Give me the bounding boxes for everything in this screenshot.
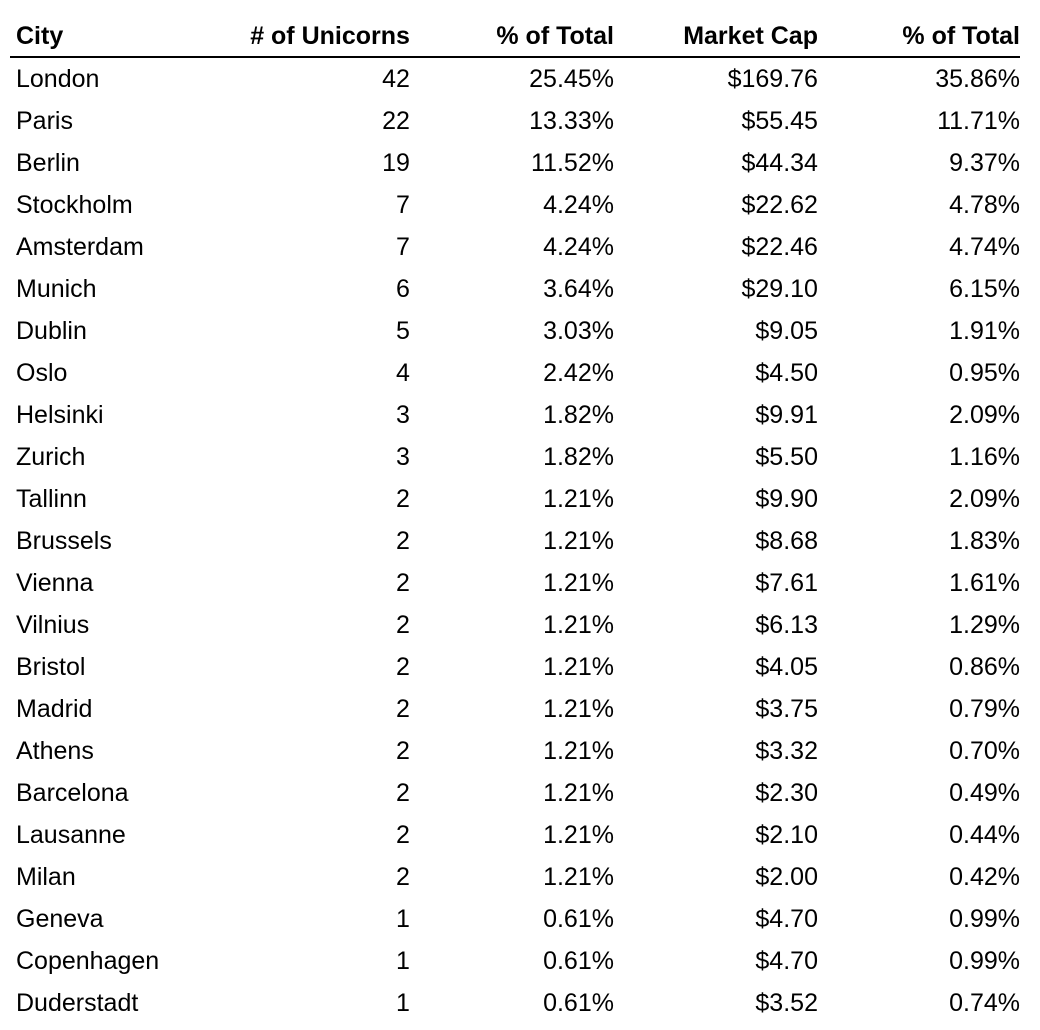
cell-city: Duderstadt bbox=[16, 988, 139, 1017]
cell-market-cap: $29.10 bbox=[741, 274, 818, 303]
unicorn-cities-table bbox=[10, 16, 1020, 1024]
cell-unicorn-share: 1.21% bbox=[543, 778, 614, 807]
cell-market-cap: $4.70 bbox=[755, 946, 818, 975]
cell-city: Paris bbox=[16, 106, 73, 135]
cell-unicorn-share: 0.61% bbox=[543, 946, 614, 975]
table-row bbox=[10, 898, 1020, 940]
table-row bbox=[10, 226, 1020, 268]
cell-city: Milan bbox=[16, 862, 76, 891]
cell-unicorn-share: 3.64% bbox=[543, 274, 614, 303]
cell-city: Vienna bbox=[16, 568, 94, 597]
cell-unicorn-count: 2 bbox=[396, 610, 410, 639]
cell-unicorn-count: 22 bbox=[382, 106, 410, 135]
cell-city: Bristol bbox=[16, 652, 86, 681]
cell-unicorn-count: 2 bbox=[396, 820, 410, 849]
cell-market-cap: $6.13 bbox=[755, 610, 818, 639]
cell-unicorn-count: 7 bbox=[396, 190, 410, 219]
cell-market-cap-share: 0.95% bbox=[949, 358, 1020, 387]
cell-unicorn-share: 1.82% bbox=[543, 400, 614, 429]
cell-unicorn-share: 4.24% bbox=[543, 232, 614, 261]
cell-unicorn-share: 1.21% bbox=[543, 736, 614, 765]
cell-unicorn-share: 1.21% bbox=[543, 862, 614, 891]
cell-market-cap: $8.68 bbox=[755, 526, 818, 555]
cell-unicorn-share: 1.82% bbox=[543, 442, 614, 471]
cell-city: Copenhagen bbox=[16, 946, 160, 975]
cell-market-cap: $7.61 bbox=[755, 568, 818, 597]
cell-city: Amsterdam bbox=[16, 232, 144, 261]
cell-unicorn-count: 5 bbox=[396, 316, 410, 345]
cell-unicorn-share: 13.33% bbox=[529, 106, 614, 135]
cell-unicorn-count: 2 bbox=[396, 736, 410, 765]
cell-unicorn-share: 0.61% bbox=[543, 904, 614, 933]
cell-unicorn-count: 2 bbox=[396, 778, 410, 807]
cell-unicorn-share: 3.03% bbox=[543, 316, 614, 345]
cell-unicorn-share: 1.21% bbox=[543, 484, 614, 513]
cell-unicorn-share: 2.42% bbox=[543, 358, 614, 387]
cell-unicorn-count: 19 bbox=[382, 148, 410, 177]
cell-unicorn-share: 4.24% bbox=[543, 190, 614, 219]
cell-unicorn-share: 1.21% bbox=[543, 694, 614, 723]
cell-market-cap-share: 4.78% bbox=[949, 190, 1020, 219]
table-row bbox=[10, 814, 1020, 856]
cell-market-cap-share: 2.09% bbox=[949, 484, 1020, 513]
cell-market-cap: $5.50 bbox=[755, 442, 818, 471]
table-header bbox=[10, 16, 1020, 57]
header-market-cap-share: % of Total bbox=[818, 16, 1020, 57]
cell-unicorn-share: 1.21% bbox=[543, 568, 614, 597]
table-row bbox=[10, 520, 1020, 562]
cell-unicorn-count: 2 bbox=[396, 694, 410, 723]
cell-market-cap-share: 0.70% bbox=[949, 736, 1020, 765]
cell-city: Dublin bbox=[16, 316, 87, 345]
table-row bbox=[10, 604, 1020, 646]
cell-market-cap: $22.46 bbox=[741, 232, 818, 261]
cell-market-cap-share: 35.86% bbox=[935, 64, 1020, 93]
cell-market-cap: $3.52 bbox=[755, 988, 818, 1017]
header-row bbox=[10, 16, 1020, 57]
cell-unicorn-count: 42 bbox=[382, 64, 410, 93]
header-unicorn-share: % of Total bbox=[410, 16, 614, 57]
cell-unicorn-share: 1.21% bbox=[543, 820, 614, 849]
cell-unicorn-count: 1 bbox=[396, 946, 410, 975]
cell-city: Zurich bbox=[16, 442, 86, 471]
table-row bbox=[10, 772, 1020, 814]
cell-unicorn-count: 6 bbox=[396, 274, 410, 303]
cell-city: Athens bbox=[16, 736, 94, 765]
cell-city: Berlin bbox=[16, 148, 80, 177]
cell-unicorn-count: 2 bbox=[396, 568, 410, 597]
cell-market-cap: $9.90 bbox=[755, 484, 818, 513]
cell-unicorn-count: 2 bbox=[396, 652, 410, 681]
cell-market-cap-share: 1.91% bbox=[949, 316, 1020, 345]
header-market-cap: Market Cap bbox=[614, 16, 818, 57]
table-row bbox=[10, 730, 1020, 772]
cell-market-cap-share: 9.37% bbox=[949, 148, 1020, 177]
cell-unicorn-count: 3 bbox=[396, 400, 410, 429]
cell-unicorn-share: 1.21% bbox=[543, 526, 614, 555]
cell-market-cap: $4.50 bbox=[755, 358, 818, 387]
cell-market-cap: $3.32 bbox=[755, 736, 818, 765]
header-city: City bbox=[10, 16, 232, 57]
cell-market-cap: $4.70 bbox=[755, 904, 818, 933]
cell-market-cap: $2.30 bbox=[755, 778, 818, 807]
table-row bbox=[10, 57, 1020, 100]
cell-market-cap: $9.91 bbox=[755, 400, 818, 429]
cell-market-cap-share: 0.99% bbox=[949, 946, 1020, 975]
cell-city: Munich bbox=[16, 274, 97, 303]
cell-market-cap: $22.62 bbox=[741, 190, 818, 219]
table-row bbox=[10, 940, 1020, 982]
cell-city: London bbox=[16, 64, 100, 93]
cell-market-cap-share: 2.09% bbox=[949, 400, 1020, 429]
cell-market-cap-share: 0.44% bbox=[949, 820, 1020, 849]
table-row bbox=[10, 562, 1020, 604]
cell-market-cap-share: 0.49% bbox=[949, 778, 1020, 807]
cell-market-cap: $44.34 bbox=[741, 148, 818, 177]
cell-city: Geneva bbox=[16, 904, 104, 933]
table-body bbox=[10, 57, 1020, 1024]
cell-market-cap: $55.45 bbox=[741, 106, 818, 135]
cell-city: Stockholm bbox=[16, 190, 133, 219]
cell-unicorn-count: 4 bbox=[396, 358, 410, 387]
cell-unicorn-count: 2 bbox=[396, 484, 410, 513]
cell-unicorn-count: 2 bbox=[396, 526, 410, 555]
cell-market-cap-share: 1.83% bbox=[949, 526, 1020, 555]
cell-unicorn-count: 7 bbox=[396, 232, 410, 261]
table-row bbox=[10, 352, 1020, 394]
table-row bbox=[10, 100, 1020, 142]
cell-market-cap-share: 1.61% bbox=[949, 568, 1020, 597]
cell-city: Madrid bbox=[16, 694, 93, 723]
cell-market-cap-share: 0.74% bbox=[949, 988, 1020, 1017]
cell-unicorn-share: 25.45% bbox=[529, 64, 614, 93]
cell-city: Lausanne bbox=[16, 820, 126, 849]
table-row bbox=[10, 646, 1020, 688]
cell-city: Barcelona bbox=[16, 778, 129, 807]
cell-unicorn-count: 3 bbox=[396, 442, 410, 471]
cell-market-cap: $169.76 bbox=[727, 64, 818, 93]
cell-market-cap-share: 1.29% bbox=[949, 610, 1020, 639]
cell-market-cap: $3.75 bbox=[755, 694, 818, 723]
cell-market-cap-share: 0.79% bbox=[949, 694, 1020, 723]
table-row bbox=[10, 310, 1020, 352]
table-row bbox=[10, 142, 1020, 184]
table-row bbox=[10, 856, 1020, 898]
cell-unicorn-share: 0.61% bbox=[543, 988, 614, 1017]
unicorn-cities-table-container bbox=[10, 16, 1020, 1024]
cell-unicorn-share: 11.52% bbox=[531, 148, 614, 177]
cell-unicorn-share: 1.21% bbox=[543, 610, 614, 639]
cell-unicorn-count: 2 bbox=[396, 862, 410, 891]
cell-city: Brussels bbox=[16, 526, 112, 555]
cell-market-cap: $2.10 bbox=[755, 820, 818, 849]
header-unicorn-count: # of Unicorns bbox=[232, 16, 410, 57]
cell-market-cap-share: 4.74% bbox=[949, 232, 1020, 261]
cell-city: Vilnius bbox=[16, 610, 90, 639]
cell-city: Helsinki bbox=[16, 400, 104, 429]
table-row bbox=[10, 478, 1020, 520]
table-row bbox=[10, 436, 1020, 478]
cell-market-cap: $9.05 bbox=[755, 316, 818, 345]
table-row bbox=[10, 688, 1020, 730]
table-row bbox=[10, 184, 1020, 226]
cell-unicorn-count: 1 bbox=[396, 988, 410, 1017]
cell-market-cap-share: 1.16% bbox=[949, 442, 1020, 471]
table-row bbox=[10, 982, 1020, 1024]
cell-market-cap-share: 0.99% bbox=[949, 904, 1020, 933]
cell-city: Oslo bbox=[16, 358, 68, 387]
cell-market-cap: $2.00 bbox=[755, 862, 818, 891]
cell-city: Tallinn bbox=[16, 484, 87, 513]
cell-market-cap-share: 6.15% bbox=[949, 274, 1020, 303]
cell-unicorn-share: 1.21% bbox=[543, 652, 614, 681]
cell-market-cap-share: 11.71% bbox=[937, 106, 1020, 135]
cell-market-cap-share: 0.86% bbox=[949, 652, 1020, 681]
table-row bbox=[10, 268, 1020, 310]
cell-market-cap: $4.05 bbox=[755, 652, 818, 681]
cell-unicorn-count: 1 bbox=[396, 904, 410, 933]
table-row bbox=[10, 394, 1020, 436]
cell-market-cap-share: 0.42% bbox=[949, 862, 1020, 891]
